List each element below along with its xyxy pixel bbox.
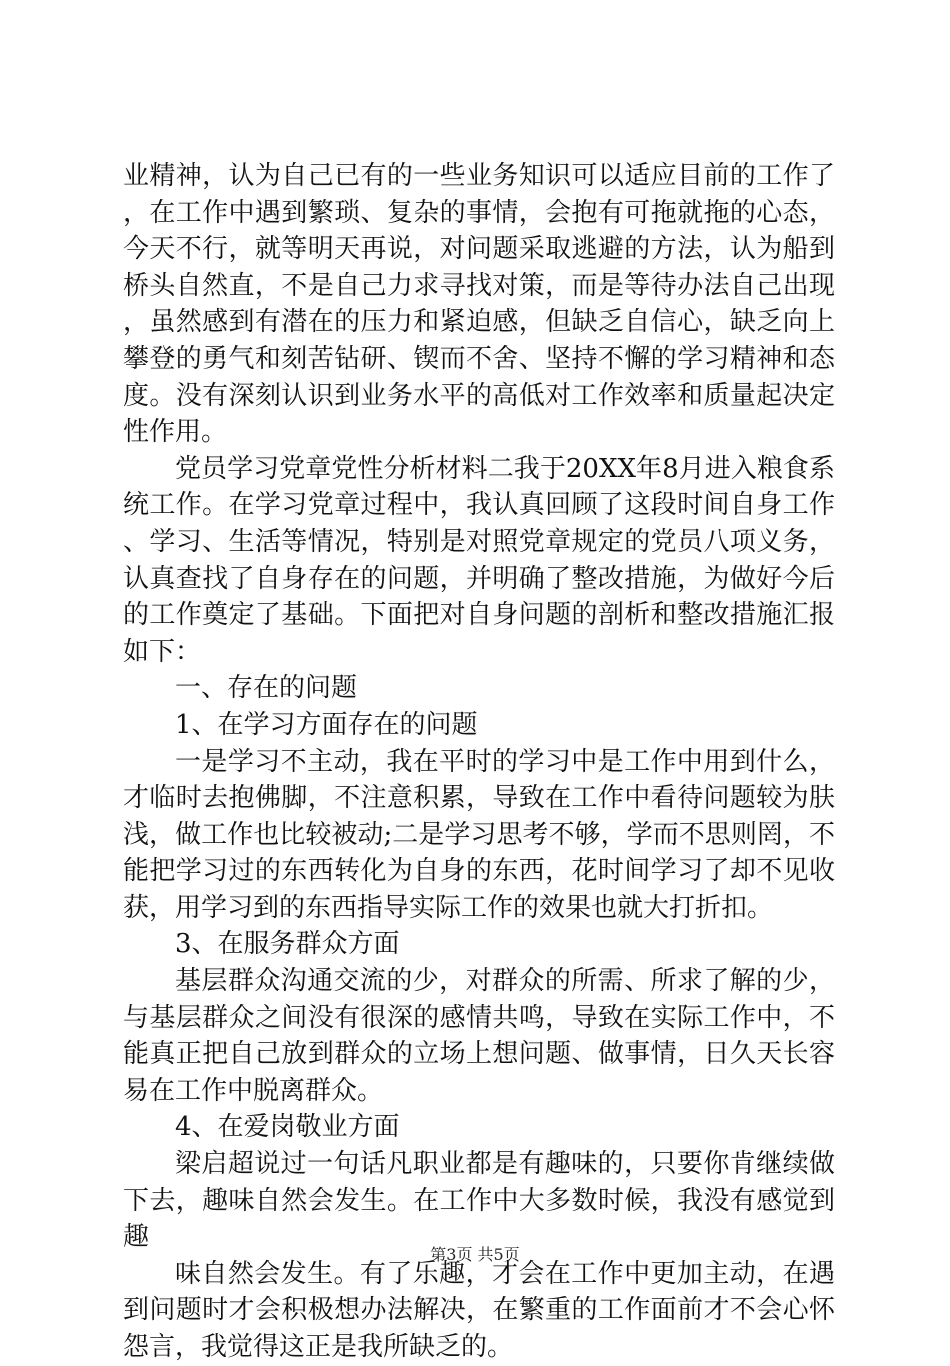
subheading-service: 3、在服务群众方面 [175,929,400,960]
section-heading-problems: 一、存在的问题 [175,673,358,704]
subheading-dedication: 4、在爱岗敬业方面 [175,1112,400,1143]
document-body [123,158,835,1366]
paragraph-study: 一是学习不主动，我在平时的学习中是工作中用到什么，才临时去抱佛脚，不注意积累，导致在工作中看待问题较为肤浅，做工作也比较被动;二是学习思考不够，学而不思则罔，不能把学习过的东西转化为自身的东西，花时间学习了却不见收获，用学习到的东西指导实际工作的效果也就大打折扣。 [123,746,835,923]
paragraph-dedication: 梁启超说过一句话凡职业都是有趣味的，只要你肯继续做下去，趣味自然会发生。在工作中大多数时候，我没有感觉到趣 [123,1149,835,1253]
subheading-study: 1、在学习方面存在的问题 [175,709,478,740]
page-number-footer: 第3页 共5页 [430,1245,520,1264]
paragraph-2: 党员学习党章党性分析材料二我于20XX年8月进入粮食系统工作。在学习党章过程中，我认真回顾了这段时间自身工作、学习、生活等情况，特别是对照党章规定的党员八项义务，认真查找了自身存在的问题，并明确了整改措施，为做好今后的工作奠定了基础。下面把对自身问题的剖析和整改措施汇报如下： [123,453,835,667]
paragraph-1: 业精神，认为自己已有的一些业务知识可以适应目前的工作了，在工作中遇到繁琐、复杂的事情，会抱有可拖就拖的心态，今天不行，就等明天再说，对问题采取逃避的方法，认为船到桥头自然直，不是自己力求寻找对策，而是等待办法自己出现，虽然感到有潜在的压力和紧迫感，但缺乏自信心，缺乏向上攀登的勇气和刻苦钻研、锲而不舍、坚持不懈的学习精神和态度。没有深刻认识到业务水平的高低对工作效率和质量起决定性作用。 [123,161,835,448]
paragraph-service: 基层群众沟通交流的少，对群众的所需、所求了解的少，与基层群众之间没有很深的感情共鸣，导致在实际工作中，不能真正把自己放到群众的立场上想问题、做事情，日久天长容易在工作中脱离群众。 [123,966,835,1106]
paragraph-dedication-continued: 味自然会发生。有了乐趣，才会在工作中更加主动，在遇到问题时才会积极想办法解决，在繁重的工作面前才不会心怀怨言，我觉得这正是我所缺乏的。 [123,1258,835,1362]
